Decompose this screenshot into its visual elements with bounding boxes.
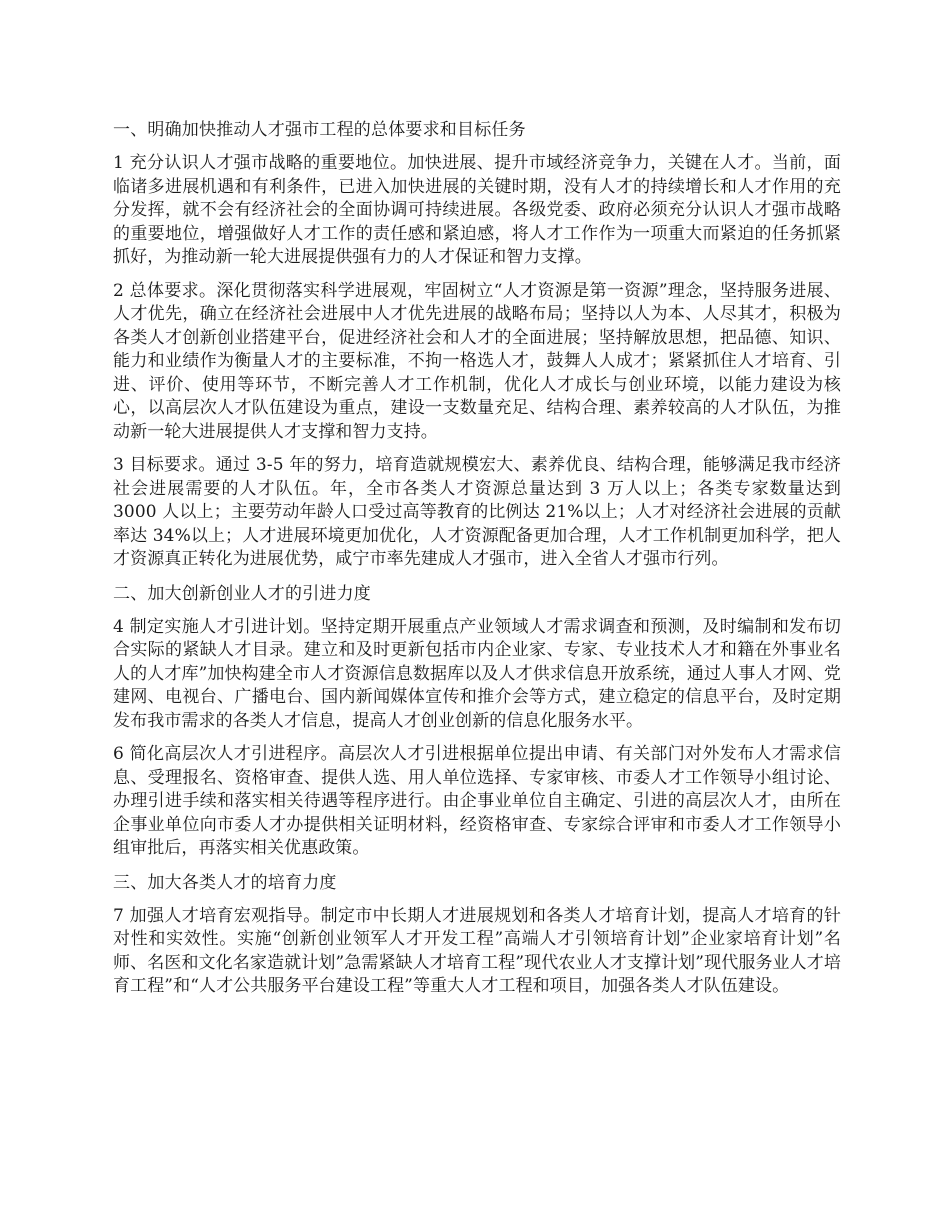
document-page: [113, 118, 841, 1009]
paragraph-7: 7 加强人才培育宏观指导。制定市中长期人才进展规划和各类人才培育计划，提高人才培育的针对性和实效性。实施“创新创业领军人才开发工程”高端人才引领培育计划”企业家培育计划”名师、名医和文化名家造就计划”急需紧缺人才培育工程”现代农业人才支撑计划”现代服务业人才培育工程”和“人才公共服务平台建设工程”等重大人才工程和项目，加强各类人才队伍建设。: [113, 905, 841, 996]
section-heading-2: 二、加大创新创业人才的引进力度: [113, 583, 371, 604]
paragraph-4: 4 制定实施人才引进计划。坚持定期开展重点产业领域人才需求调查和预测，及时编制和发布切合实际的紧缺人才目录。建立和及时更新包括市内企业家、专家、专业技术人才和籍在外事业名人的人才库”加快构建全市人才资源信息数据库以及人才供求信息开放系统，通过人事人才网、党建网、电视台、广播电台、国内新闻媒体宣传和推介会等方式，建立稳定的信息平台，及时定期发布我市需求的各类人才信息，提高人才创业创新的信息化服务水平。: [113, 616, 841, 731]
section-heading-1: 一、明确加快推动人才强市工程的总体要求和目标任务: [113, 120, 526, 140]
paragraph-1: 1 充分认识人才强市战略的重要地位。加快进展、提升市域经济竞争力，关键在人才。当前，面临诸多进展机遇和有利条件，已进入加快进展的关键时期，没有人才的持续增长和人才作用的充分发挥，就不会有经济社会的全面协调可持续进展。各级党委、政府必须充分认识人才强市战略的重要地位，增强做好人才工作的责任感和紧迫感，将人才工作作为一项重大而紧迫的任务抓紧抓好，为推动新一轮大进展提供强有力的人才保证和智力支撑。: [113, 153, 841, 267]
section-heading-3: 三、加大各类人才的培育力度: [113, 872, 337, 893]
paragraph-6: 6 简化高层次人才引进程序。高层次人才引进根据单位提出申请、有关部门对外发布人才需求信息、受理报名、资格审查、提供人选、用人单位选择、专家审核、市委人才工作领导小组讨论、办理引进手续和落实相关待遇等程序进行。由企事业单位自主确定、引进的高层次人才，由所在企事业单位向市委人才办提供相关证明材料，经资格审查、专家综合评审和市委人才工作领导小组审批后，再落实相关优惠政策。: [113, 744, 841, 858]
paragraph-3: 3 目标要求。通过 3-5 年的努力，培育造就规模宏大、素养优良、结构合理，能够满足我市经济社会进展需要的人才队伍。年，全市各类人才资源总量达到 3 万人以上；各类专家数量达到 3000 人以上；主要劳动年龄人口受过高等教育的比例达 21%以上；人才对经济社会进展的贡献率达 34%以上；人才进展环境更加优化，人才资源配备更加合理，人才工作机制更加科学，把人才资源真正转化为进展优势，咸宁市率先建成人才强市，进入全省人才强市行列。: [113, 455, 841, 569]
paragraph-2: 2 总体要求。深化贯彻落实科学进展观，牢固树立“人才资源是第一资源”理念，坚持服务进展、人才优先，确立在经济社会进展中人才优先进展的战略布局；坚持以人为本、人尽其才，积极为各类人才创新创业搭建平台，促进经济社会和人才的全面进展；坚持解放思想，把品德、知识、能力和业绩作为衡量人才的主要标准，不拘一格选人才，鼓舞人人成才；紧紧抓住人才培育、引进、评价、使用等环节，不断完善人才工作机制，优化人才成长与创业环境，以能力建设为核心，以高层次人才队伍建设为重点，建设一支数量充足、结构合理、素养较高的人才队伍，为推动新一轮大进展提供人才支撑和智力支持。: [113, 280, 841, 442]
